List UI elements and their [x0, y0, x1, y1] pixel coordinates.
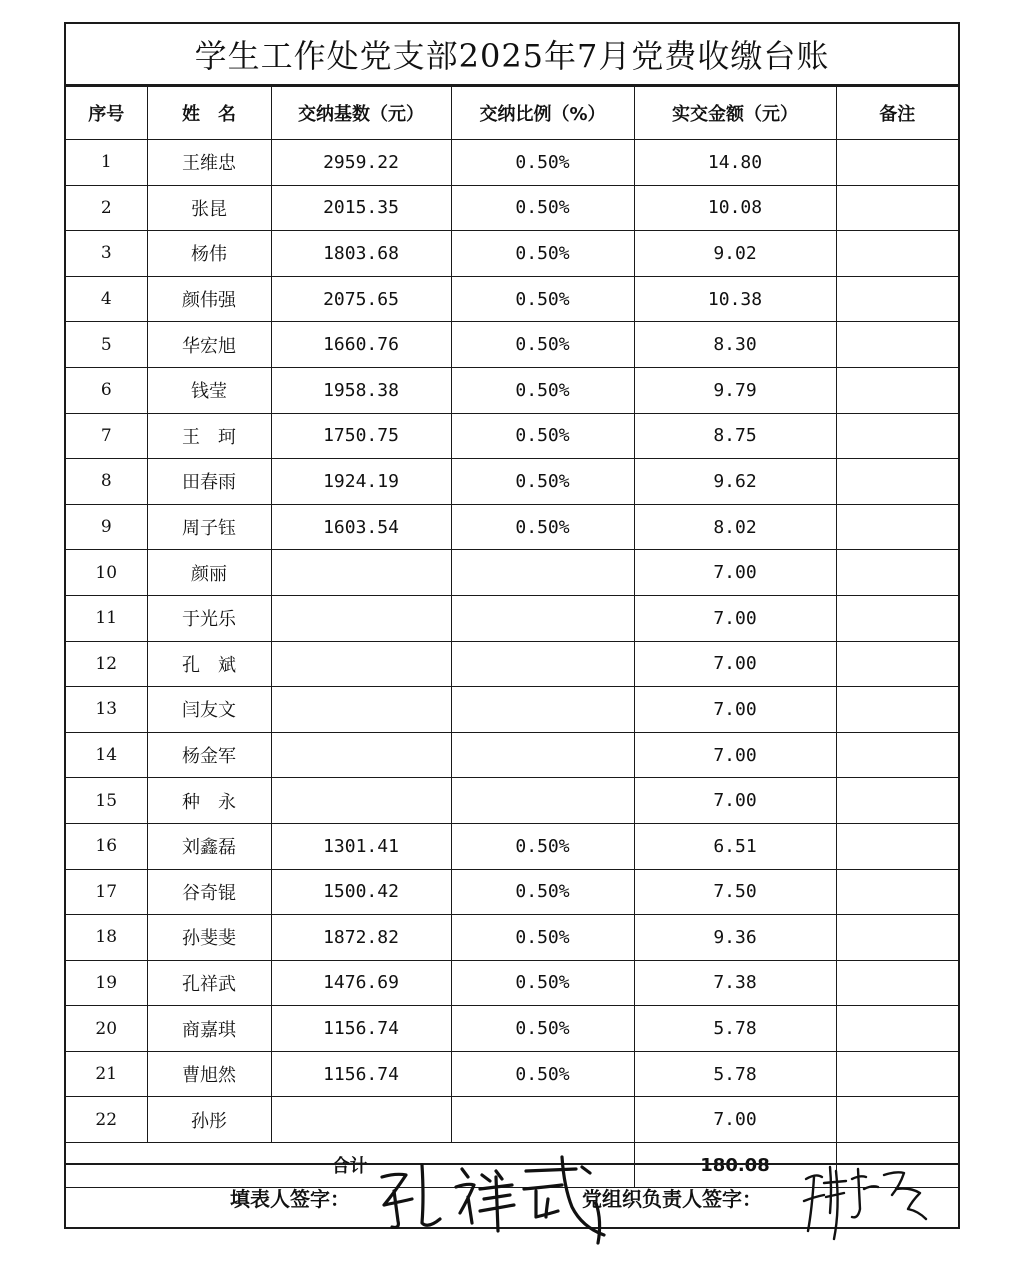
row-name: 杨金军: [147, 732, 271, 778]
row-ratio: [451, 1097, 634, 1143]
row-base: 2015.35: [271, 185, 451, 231]
row-index: 2: [66, 185, 147, 231]
row-base: 1803.68: [271, 231, 451, 277]
row-amount: 9.02: [634, 231, 836, 277]
row-amount: 7.00: [634, 732, 836, 778]
row-ratio: 0.50%: [451, 869, 634, 915]
row-amount: 10.08: [634, 185, 836, 231]
row-name: 华宏旭: [147, 322, 271, 368]
table-row: [66, 687, 958, 733]
row-amount: 7.00: [634, 641, 836, 687]
row-index: 1: [66, 140, 147, 186]
row-base: 2075.65: [271, 276, 451, 322]
table-row: [66, 915, 958, 961]
row-amount: 7.00: [634, 687, 836, 733]
row-index: 11: [66, 595, 147, 641]
row-amount: 9.62: [634, 459, 836, 505]
row-ratio: 0.50%: [451, 140, 634, 186]
signature-area: [66, 1163, 958, 1227]
leader-signature-label: 党组织负责人签字：: [582, 1187, 762, 1211]
row-index: 17: [66, 869, 147, 915]
row-name: 种 永: [147, 778, 271, 824]
row-index: 5: [66, 322, 147, 368]
row-base: [271, 687, 451, 733]
row-base: 1301.41: [271, 823, 451, 869]
filler-signature-label: 填表人签字：: [230, 1187, 350, 1211]
row-base: [271, 1097, 451, 1143]
row-ratio: [451, 595, 634, 641]
row-ratio: [451, 687, 634, 733]
row-base: 1500.42: [271, 869, 451, 915]
row-amount: 7.00: [634, 1097, 836, 1143]
table-row: [66, 1051, 958, 1097]
row-ratio: [451, 732, 634, 778]
row-amount: 7.00: [634, 595, 836, 641]
row-index: 16: [66, 823, 147, 869]
row-index: 8: [66, 459, 147, 505]
row-name: 颜丽: [147, 550, 271, 596]
table-row: [66, 140, 958, 186]
row-note: [836, 778, 958, 824]
row-note: [836, 231, 958, 277]
row-name: 孙斐斐: [147, 915, 271, 961]
row-amount: 8.30: [634, 322, 836, 368]
row-ratio: 0.50%: [451, 185, 634, 231]
row-note: [836, 140, 958, 186]
row-base: 1872.82: [271, 915, 451, 961]
row-name: 张昆: [147, 185, 271, 231]
row-index: 7: [66, 413, 147, 459]
table-row: [66, 459, 958, 505]
row-note: [836, 641, 958, 687]
row-name: 钱莹: [147, 367, 271, 413]
ledger-sheet: [64, 22, 960, 1229]
row-amount: 7.00: [634, 778, 836, 824]
row-index: 10: [66, 550, 147, 596]
table-row: [66, 276, 958, 322]
row-index: 22: [66, 1097, 147, 1143]
row-ratio: 0.50%: [451, 504, 634, 550]
header-amount: 实交金额（元）: [634, 87, 836, 140]
row-amount: 5.78: [634, 1006, 836, 1052]
row-index: 6: [66, 367, 147, 413]
row-name: 周子钰: [147, 504, 271, 550]
row-index: 3: [66, 231, 147, 277]
header-name: 姓 名: [147, 87, 271, 140]
header-row: [66, 87, 958, 140]
row-amount: 10.38: [634, 276, 836, 322]
row-note: [836, 915, 958, 961]
row-name: 于光乐: [147, 595, 271, 641]
row-ratio: 0.50%: [451, 915, 634, 961]
row-ratio: [451, 778, 634, 824]
row-name: 孔 斌: [147, 641, 271, 687]
document-title: 学生工作处党支部2025年7月党费收缴台账: [66, 24, 958, 86]
row-ratio: 0.50%: [451, 1006, 634, 1052]
table-row: [66, 1006, 958, 1052]
row-ratio: 0.50%: [451, 1051, 634, 1097]
table-row: [66, 869, 958, 915]
table-row: [66, 367, 958, 413]
table-row: [66, 732, 958, 778]
row-note: [836, 1097, 958, 1143]
row-name: 商嘉琪: [147, 1006, 271, 1052]
row-base: 1476.69: [271, 960, 451, 1006]
row-note: [836, 823, 958, 869]
row-note: [836, 550, 958, 596]
row-ratio: 0.50%: [451, 276, 634, 322]
ledger-table: [66, 86, 958, 1188]
row-amount: 6.51: [634, 823, 836, 869]
row-name: 田春雨: [147, 459, 271, 505]
table-row: [66, 185, 958, 231]
row-base: [271, 550, 451, 596]
row-note: [836, 1051, 958, 1097]
row-index: 12: [66, 641, 147, 687]
row-index: 4: [66, 276, 147, 322]
row-note: [836, 504, 958, 550]
total-amount: 180.08: [634, 1143, 836, 1188]
row-base: 1156.74: [271, 1051, 451, 1097]
row-note: [836, 367, 958, 413]
row-amount: 7.38: [634, 960, 836, 1006]
row-amount: 7.00: [634, 550, 836, 596]
table-row: [66, 322, 958, 368]
row-ratio: 0.50%: [451, 322, 634, 368]
row-index: 19: [66, 960, 147, 1006]
row-base: 1603.54: [271, 504, 451, 550]
header-ratio: 交纳比例（%）: [451, 87, 634, 140]
row-ratio: 0.50%: [451, 459, 634, 505]
table-row: [66, 595, 958, 641]
row-base: 2959.22: [271, 140, 451, 186]
row-name: 闫友文: [147, 687, 271, 733]
table-row: [66, 550, 958, 596]
table-row: [66, 504, 958, 550]
row-amount: 14.80: [634, 140, 836, 186]
row-amount: 8.75: [634, 413, 836, 459]
row-note: [836, 185, 958, 231]
row-note: [836, 459, 958, 505]
row-name: 孔祥武: [147, 960, 271, 1006]
row-index: 15: [66, 778, 147, 824]
row-ratio: 0.50%: [451, 367, 634, 413]
row-note: [836, 869, 958, 915]
row-name: 颜伟强: [147, 276, 271, 322]
row-ratio: 0.50%: [451, 413, 634, 459]
row-amount: 5.78: [634, 1051, 836, 1097]
table-row: [66, 413, 958, 459]
leader-handwritten-signature: [800, 1149, 950, 1245]
row-name: 刘鑫磊: [147, 823, 271, 869]
row-index: 13: [66, 687, 147, 733]
row-name: 曹旭然: [147, 1051, 271, 1097]
table-row: [66, 641, 958, 687]
row-name: 王 珂: [147, 413, 271, 459]
row-name: 杨伟: [147, 231, 271, 277]
table-row: [66, 231, 958, 277]
row-base: 1958.38: [271, 367, 451, 413]
row-base: [271, 732, 451, 778]
row-index: 18: [66, 915, 147, 961]
row-base: [271, 641, 451, 687]
table-row: [66, 823, 958, 869]
row-base: 1156.74: [271, 1006, 451, 1052]
row-base: [271, 595, 451, 641]
row-base: [271, 778, 451, 824]
row-note: [836, 595, 958, 641]
row-ratio: [451, 641, 634, 687]
row-amount: 7.50: [634, 869, 836, 915]
row-amount: 9.36: [634, 915, 836, 961]
row-ratio: 0.50%: [451, 231, 634, 277]
row-note: [836, 1006, 958, 1052]
row-base: 1924.19: [271, 459, 451, 505]
total-label: 合计: [66, 1143, 634, 1188]
row-note: [836, 732, 958, 778]
table-row: [66, 1097, 958, 1143]
header-note: 备注: [836, 87, 958, 140]
row-note: [836, 276, 958, 322]
row-index: 20: [66, 1006, 147, 1052]
row-note: [836, 413, 958, 459]
row-ratio: 0.50%: [451, 823, 634, 869]
row-index: 14: [66, 732, 147, 778]
row-amount: 8.02: [634, 504, 836, 550]
row-ratio: 0.50%: [451, 960, 634, 1006]
row-name: 谷奇锟: [147, 869, 271, 915]
row-name: 孙彤: [147, 1097, 271, 1143]
header-index: 序号: [66, 87, 147, 140]
row-index: 21: [66, 1051, 147, 1097]
header-base: 交纳基数（元）: [271, 87, 451, 140]
row-amount: 9.79: [634, 367, 836, 413]
table-row: [66, 960, 958, 1006]
row-base: 1750.75: [271, 413, 451, 459]
row-note: [836, 322, 958, 368]
row-note: [836, 960, 958, 1006]
row-base: 1660.76: [271, 322, 451, 368]
row-note: [836, 687, 958, 733]
row-index: 9: [66, 504, 147, 550]
row-name: 王维忠: [147, 140, 271, 186]
table-row: [66, 778, 958, 824]
row-ratio: [451, 550, 634, 596]
